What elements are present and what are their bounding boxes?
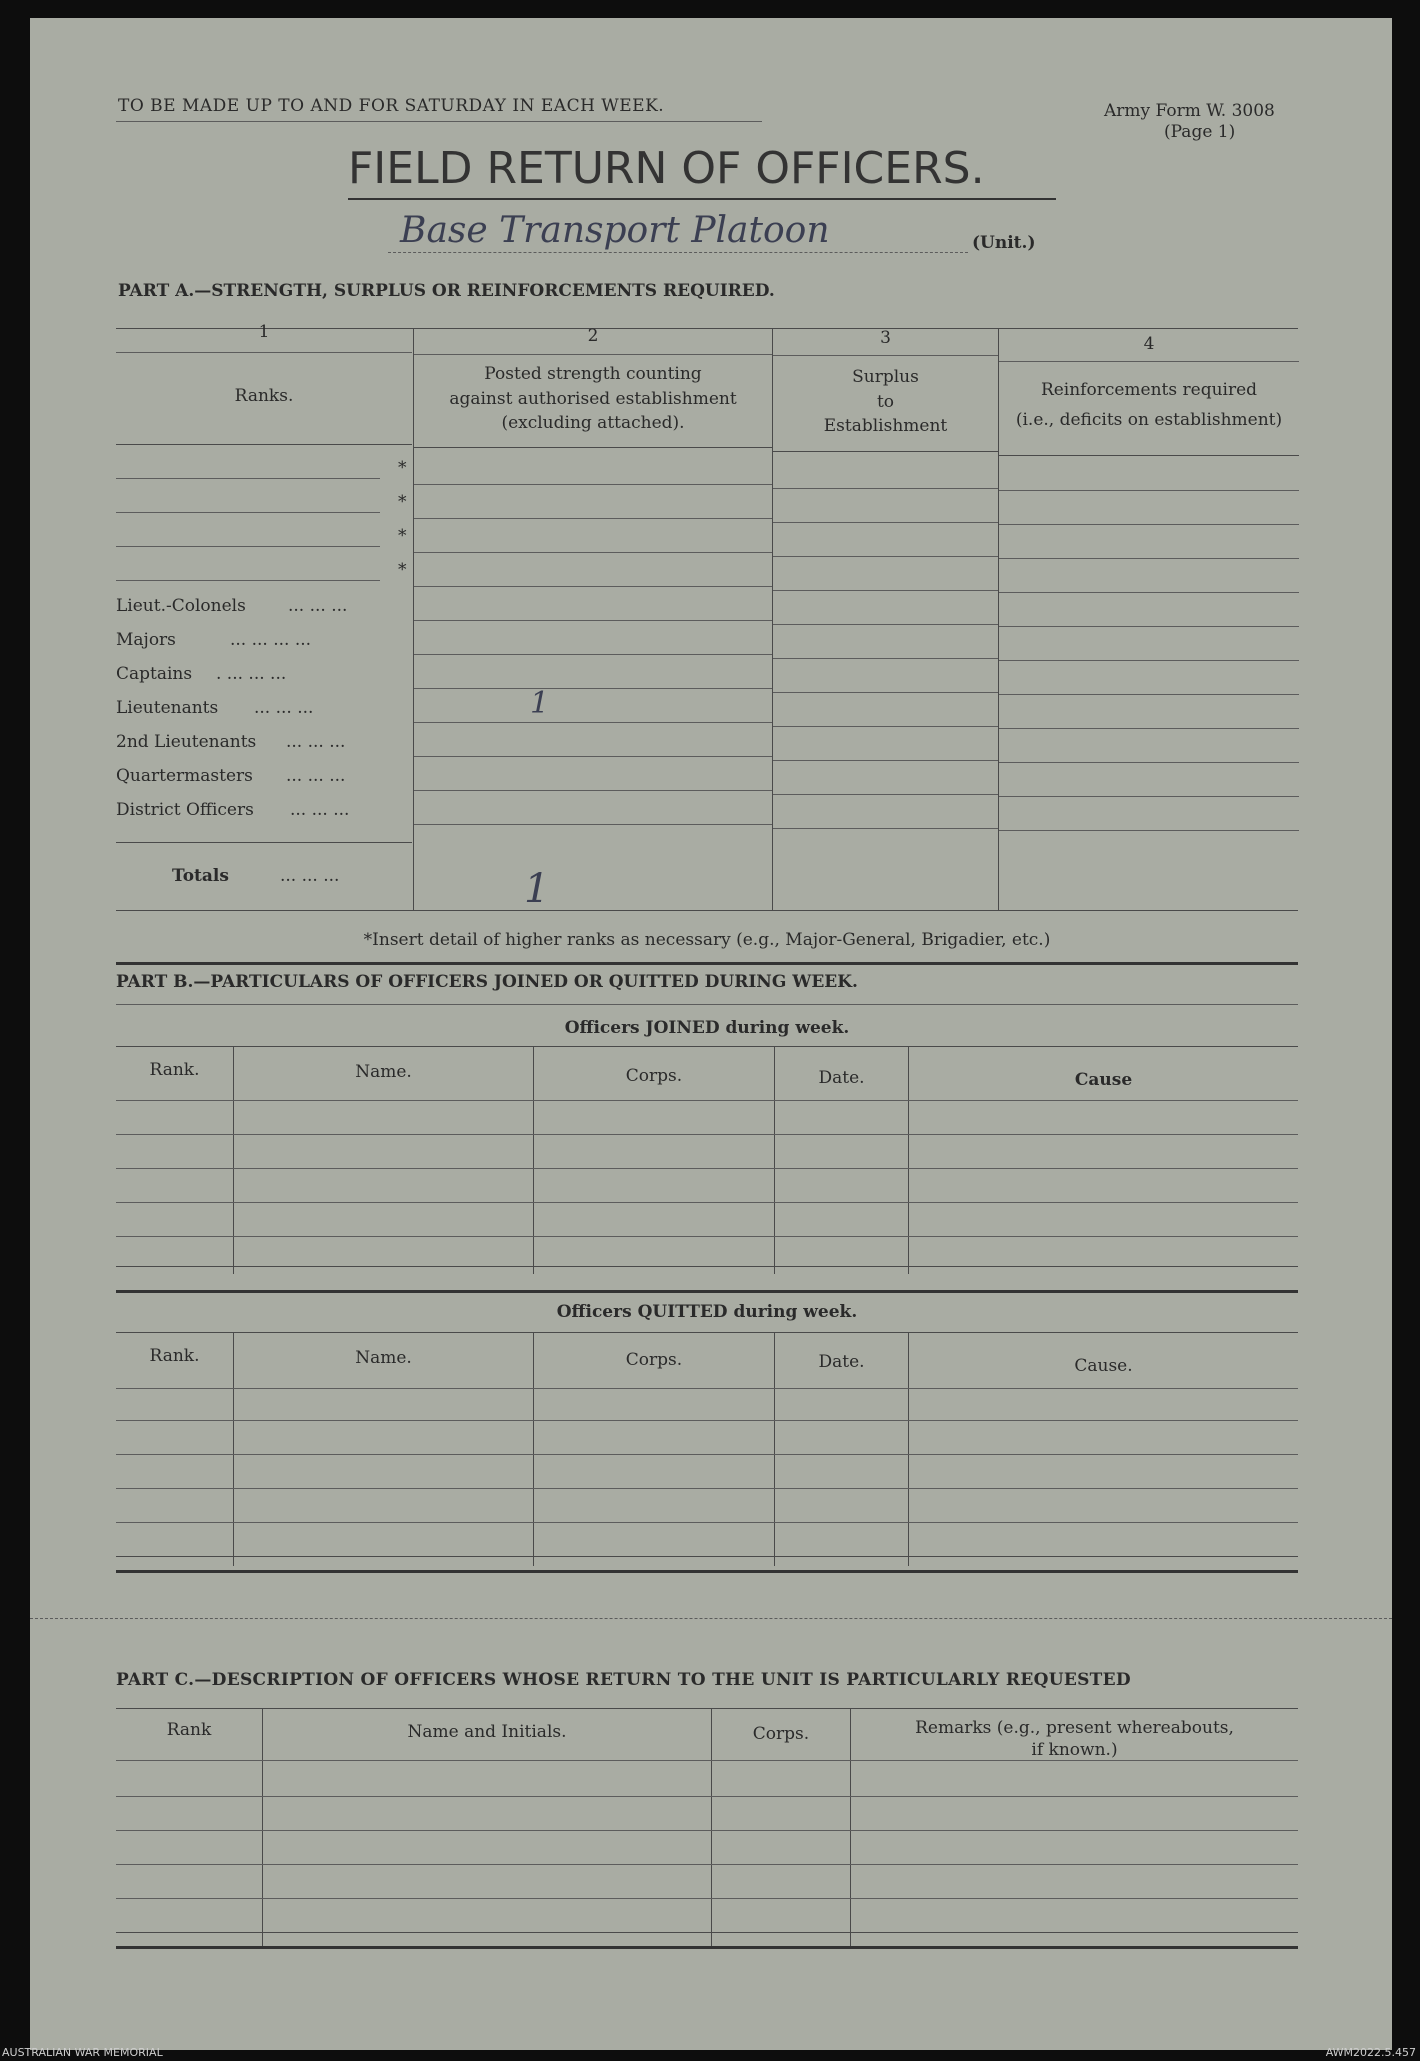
joined-col-corps: Corps. <box>625 1066 683 1086</box>
reinforcements-header-2: (i.e., deficits on establishment) <box>1015 410 1283 430</box>
part-c-row-line <box>116 1932 1298 1933</box>
quitted-col-cause: Cause. <box>1074 1356 1133 1376</box>
col-number-4: 4 <box>1143 334 1155 354</box>
part-c-header-rule <box>116 1760 1298 1761</box>
col2-number-rule <box>414 354 772 355</box>
joined-row-line <box>116 1202 1298 1203</box>
blank-rank-line <box>116 512 380 513</box>
part-a-bottom-rule <box>116 910 1298 911</box>
quitted-row-line <box>116 1522 1298 1523</box>
posted-header-3: (excluding attached). <box>501 413 685 433</box>
lieutenants-value: 1 <box>530 686 550 721</box>
rank-label: Captains <box>116 664 193 684</box>
rank-dots: ... ... ... ... <box>230 630 312 650</box>
blank-rank-line <box>116 580 380 581</box>
row-line <box>414 688 772 689</box>
surplus-header-3: Establishment <box>823 416 948 436</box>
part-c-col-rank: Rank <box>166 1720 212 1740</box>
header-bottom-rule-4 <box>999 455 1299 456</box>
row-line <box>999 626 1299 627</box>
rank-dots: ... ... ... <box>254 698 314 718</box>
joined-col-name: Name. <box>355 1062 412 1082</box>
quitted-header-rule <box>116 1388 1298 1389</box>
title-underline <box>348 198 1056 200</box>
quitted-col-corps: Corps. <box>625 1350 683 1370</box>
quitted-row-line <box>116 1454 1298 1455</box>
totals-top-rule <box>116 842 412 843</box>
blank-rank-line <box>116 478 380 479</box>
archive-reference: AWM2022.5.457 <box>1325 2046 1416 2059</box>
col-number-2: 2 <box>587 326 599 346</box>
instruction-text: TO BE MADE UP TO AND FOR SATURDAY IN EACH WEEK. <box>118 96 665 116</box>
part-c-top-rule <box>116 1708 1298 1709</box>
row-line <box>414 484 772 485</box>
header-bottom-rule-1 <box>116 444 412 445</box>
quitted-row-line <box>116 1488 1298 1489</box>
part-c-row-line <box>116 1830 1298 1831</box>
rank-label: District Officers <box>116 800 254 820</box>
part-b-heading: PART B.—PARTICULARS OF OFFICERS JOINED OR QUITTED DURING WEEK. <box>116 972 858 992</box>
page-number: (Page 1) <box>1164 122 1236 142</box>
header-bottom-rule-2 <box>414 447 772 448</box>
rank-label: Majors <box>116 630 176 650</box>
rank-dots: ... ... ... <box>286 732 346 752</box>
col-number-3: 3 <box>880 328 891 348</box>
joined-row-line <box>116 1134 1298 1135</box>
row-line <box>999 830 1299 831</box>
header-bottom-rule-3 <box>773 451 998 452</box>
row-line <box>773 488 998 489</box>
star-marker: * <box>398 492 407 512</box>
rank-dots: . ... ... ... <box>216 664 287 684</box>
quitted-col-rank: Rank. <box>149 1346 200 1366</box>
part-c-end-rule <box>116 1946 1298 1949</box>
star-marker: * <box>398 526 407 546</box>
joined-title: Officers JOINED during week. <box>564 1018 850 1038</box>
row-line <box>414 620 772 621</box>
row-line <box>773 624 998 625</box>
posted-header-1: Posted strength counting <box>484 364 702 384</box>
part-c-col-name: Name and Initials. <box>407 1722 567 1742</box>
perforation-line <box>30 1618 1392 1619</box>
joined-col-cause: Cause <box>1074 1070 1133 1090</box>
row-line <box>999 694 1299 695</box>
part-c-remarks-2: if known.) <box>1031 1740 1118 1760</box>
row-line <box>773 794 998 795</box>
ranks-header: Ranks. <box>234 386 294 406</box>
reinforcements-header-1: Reinforcements required <box>1040 380 1258 400</box>
unit-line <box>388 252 968 253</box>
row-line <box>414 518 772 519</box>
part-c-row-line <box>116 1796 1298 1797</box>
star-marker: * <box>398 560 407 580</box>
row-line <box>414 654 772 655</box>
row-line <box>773 760 998 761</box>
quitted-col-date: Date. <box>818 1352 865 1372</box>
part-c-col-divider <box>711 1708 712 1948</box>
posted-header-2: against authorised establishment <box>449 389 737 409</box>
star-marker: * <box>398 458 407 478</box>
blank-rank-line <box>116 546 380 547</box>
row-line <box>999 728 1299 729</box>
quitted-top-rule <box>116 1332 1298 1333</box>
row-line <box>773 828 998 829</box>
joined-col-date: Date. <box>818 1068 865 1088</box>
row-line <box>414 756 772 757</box>
rank-label: Lieutenants <box>116 698 219 718</box>
part-c-col-corps: Corps. <box>752 1724 810 1744</box>
row-line <box>414 586 772 587</box>
part-b-rule <box>116 1004 1298 1005</box>
col-number-1: 1 <box>258 322 270 342</box>
form-title: FIELD RETURN OF OFFICERS. <box>348 143 985 194</box>
rank-dots: ... ... ... <box>290 800 350 820</box>
joined-row-line <box>116 1266 1298 1267</box>
surplus-header-1: Surplus <box>852 367 919 387</box>
row-line <box>773 726 998 727</box>
row-line <box>999 592 1299 593</box>
part-a-heading: PART A.—STRENGTH, SURPLUS OR REINFORCEMENTS REQUIRED. <box>118 281 775 301</box>
joined-row-line <box>116 1236 1298 1237</box>
row-line <box>773 692 998 693</box>
joined-row-line <box>116 1168 1298 1169</box>
rank-dots: ... ... ... <box>286 766 346 786</box>
row-line <box>773 556 998 557</box>
footnote: *Insert detail of higher ranks as necessary (e.g., Major-General, Brigadier, etc.) <box>363 930 1051 950</box>
part-a-end-rule <box>116 962 1298 965</box>
row-line <box>773 590 998 591</box>
part-c-row-line <box>116 1864 1298 1865</box>
quitted-end-rule <box>116 1570 1298 1573</box>
row-line <box>414 552 772 553</box>
row-line <box>999 762 1299 763</box>
surplus-header-2: to <box>876 392 895 412</box>
quitted-title: Officers QUITTED during week. <box>556 1302 858 1322</box>
col4-number-rule <box>999 361 1299 362</box>
unit-label: (Unit.) <box>972 233 1036 253</box>
instruction-underline <box>116 121 762 122</box>
rank-label: Lieut.-Colonels <box>116 596 246 616</box>
joined-col-rank: Rank. <box>149 1060 200 1080</box>
part-c-col-divider <box>262 1708 263 1948</box>
rank-label: 2nd Lieutenants <box>116 732 257 752</box>
row-line <box>414 722 772 723</box>
row-line <box>999 558 1299 559</box>
row-line <box>414 790 772 791</box>
part-c-row-line <box>116 1898 1298 1899</box>
part-c-remarks-1: Remarks (e.g., present whereabouts, <box>915 1718 1234 1738</box>
rank-dots: ... ... ... <box>288 596 348 616</box>
form-number: Army Form W. 3008 <box>1104 101 1275 121</box>
row-line <box>414 824 772 825</box>
col3-number-rule <box>773 355 998 356</box>
row-line <box>773 658 998 659</box>
totals-dots: ... ... ... <box>280 866 340 886</box>
quitted-col-name: Name. <box>355 1348 412 1368</box>
quitted-row-line <box>116 1420 1298 1421</box>
row-line <box>773 522 998 523</box>
totals-value: 1 <box>524 866 550 912</box>
row-line <box>999 524 1299 525</box>
row-line <box>999 796 1299 797</box>
joined-header-rule <box>116 1100 1298 1101</box>
row-line <box>999 490 1299 491</box>
joined-top-rule <box>116 1046 1298 1047</box>
rank-label: Quartermasters <box>116 766 253 786</box>
row-line <box>999 660 1299 661</box>
archive-credit: AUSTRALIAN WAR MEMORIAL <box>2 2046 163 2059</box>
unit-handwriting: Base Transport Platoon <box>400 210 830 251</box>
quitted-row-line <box>116 1556 1298 1557</box>
totals-label: Totals <box>172 866 229 886</box>
col1-number-rule <box>116 352 412 353</box>
part-c-heading: PART C.—DESCRIPTION OF OFFICERS WHOSE RETURN TO THE UNIT IS PARTICULARLY REQUESTED <box>116 1670 1131 1690</box>
joined-end-rule <box>116 1290 1298 1293</box>
